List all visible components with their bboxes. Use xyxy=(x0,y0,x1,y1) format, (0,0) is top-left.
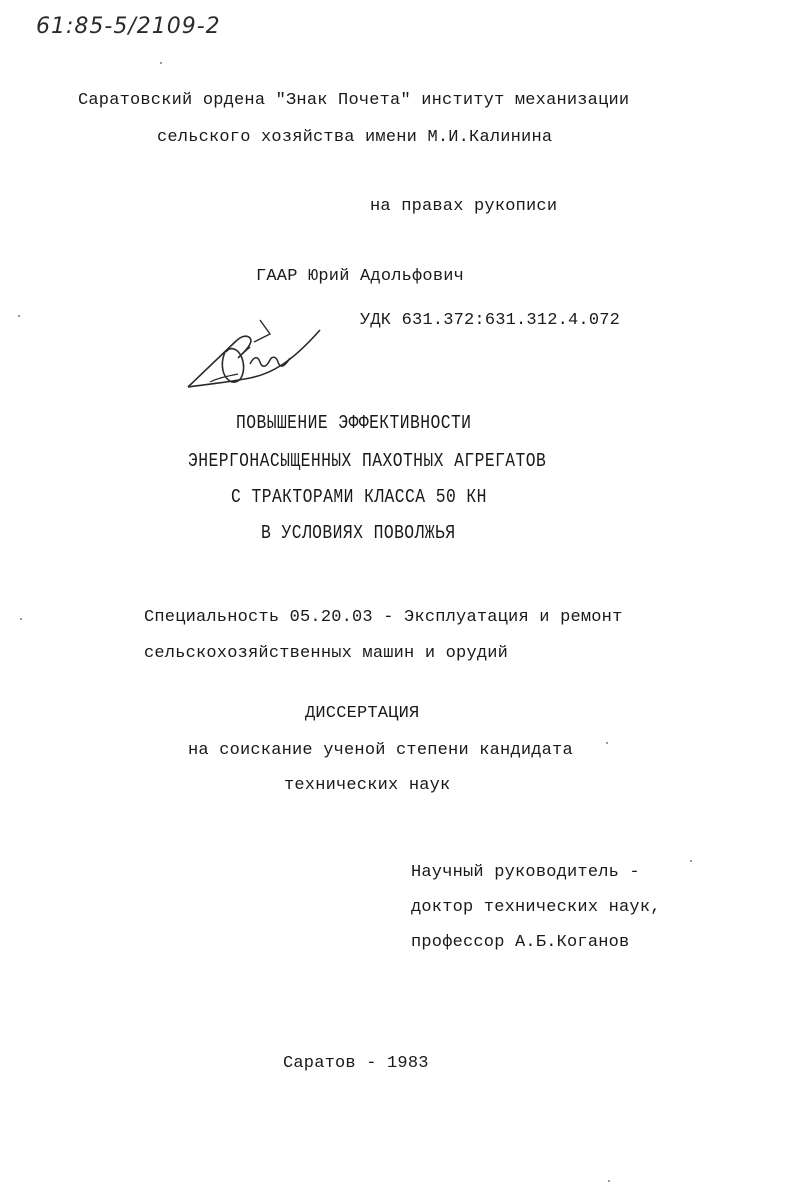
udc-code: УДК 631.372:631.312.4.072 xyxy=(360,311,621,330)
scan-speck xyxy=(18,315,20,317)
archive-mark: 61:85-5/2109-2 xyxy=(36,14,221,39)
dissertation-label: ДИССЕРТАЦИЯ xyxy=(305,704,420,723)
specialty-line-2: сельскохозяйственных машин и орудий xyxy=(144,644,509,663)
scan-speck xyxy=(690,860,692,862)
supervisor-line-3: профессор А.Б.Коганов xyxy=(411,933,630,952)
scan-speck xyxy=(20,618,22,620)
dissertation-line-2: технических наук xyxy=(284,776,451,795)
scan-speck xyxy=(160,62,162,64)
specialty-line-1: Специальность 05.20.03 - Эксплуатация и ремонт xyxy=(144,608,623,627)
place-year: Саратов - 1983 xyxy=(283,1054,429,1073)
institution-line-2: сельского хозяйства имени М.И.Калинина xyxy=(157,128,553,147)
supervisor-line-1: Научный руководитель - xyxy=(411,863,640,882)
scan-speck xyxy=(608,1180,610,1182)
institution-line-1: Саратовский ордена "Знак Почета" институт механизации xyxy=(78,91,630,110)
title-line-4: В УСЛОВИЯХ ПОВОЛЖЬЯ xyxy=(261,522,456,544)
title-line-1: ПОВЫШЕНИЕ ЭФФЕКТИВНОСТИ xyxy=(236,412,472,434)
dissertation-line-1: на соискание ученой степени кандидата xyxy=(188,741,573,760)
author-signature xyxy=(180,312,330,397)
title-line-2: ЭНЕРГОНАСЫЩЕННЫХ ПАХОТНЫХ АГРЕГАТОВ xyxy=(188,450,547,472)
scan-speck xyxy=(606,742,608,744)
supervisor-line-2: доктор технических наук, xyxy=(411,898,661,917)
title-line-3: С ТРАКТОРАМИ КЛАССА 50 КН xyxy=(231,486,487,508)
manuscript-note: на правах рукописи xyxy=(370,197,558,216)
author-name: ГААР Юрий Адольфович xyxy=(256,267,465,286)
